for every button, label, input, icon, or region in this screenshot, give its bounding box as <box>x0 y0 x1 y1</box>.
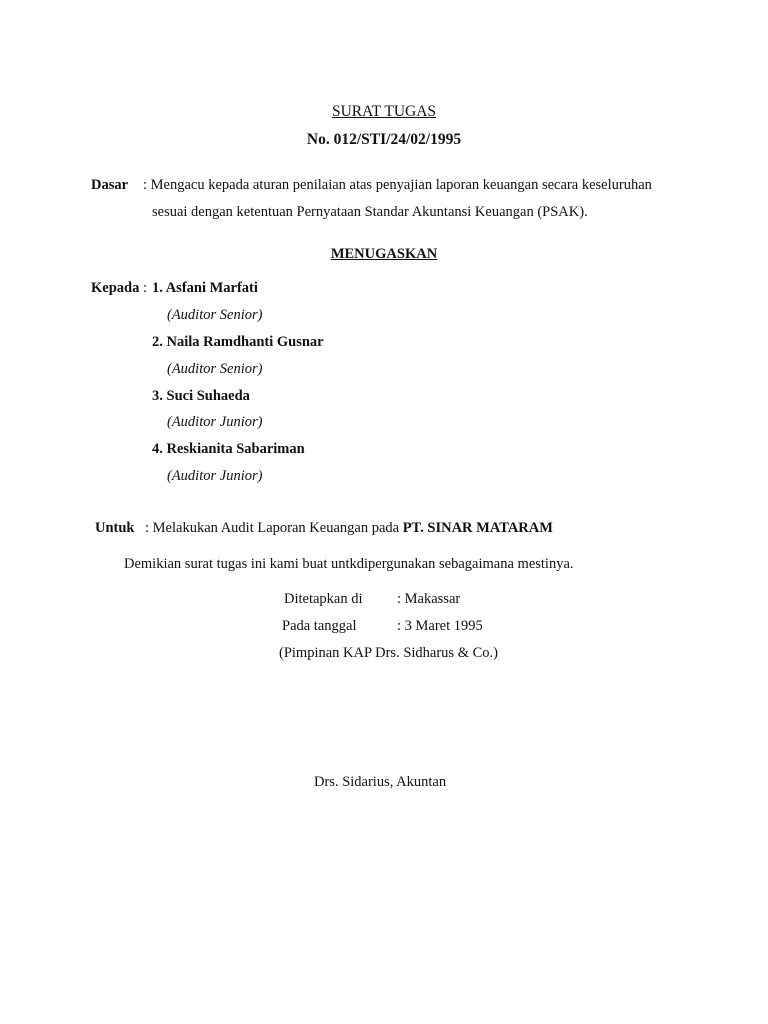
assignee-role: (Auditor Senior) <box>167 361 263 377</box>
company-name: PT. SINAR MATARAM <box>402 520 553 536</box>
dasar-text-line1: : Mengacu kepada aturan penilaian atas penyajian laporan keuangan secara keseluruhan <box>143 177 652 193</box>
assignee-name: 2. Naila Ramdhanti Gusnar <box>152 334 324 350</box>
assignee-role: (Auditor Junior) <box>167 468 263 484</box>
place-label: Ditetapkan di <box>284 591 363 607</box>
kepada-separator: : <box>142 280 147 296</box>
assignee-name: 3. Suci Suhaeda <box>152 388 250 404</box>
issuing-office: (Pimpinan KAP Drs. Sidharus & Co.) <box>279 645 498 661</box>
closing-statement: Demikian surat tugas ini kami buat untkdipergunakan sebagaimana mestinya. <box>124 556 574 572</box>
untuk-text <box>145 521 553 536</box>
dasar-text-line2: sesuai dengan ketentuan Pernyataan Standar Akuntansi Keuangan (PSAK). <box>152 204 588 220</box>
kepada-label: Kepada <box>91 280 140 296</box>
document-title: SURAT TUGAS <box>331 103 437 120</box>
date-label: Pada tanggal <box>282 618 357 634</box>
untuk-label: Untuk <box>95 520 135 536</box>
place-value: : Makassar <box>397 591 461 607</box>
assignee-name: 4. Reskianita Sabariman <box>152 441 305 457</box>
kepada-row <box>91 281 147 296</box>
untuk-description: : Melakukan Audit Laporan Keuangan pada <box>145 520 400 536</box>
assignee-name: 1. Asfani Marfati <box>152 280 258 296</box>
assignee-role: (Auditor Senior) <box>167 307 263 323</box>
section-heading: MENUGASKAN <box>330 246 438 262</box>
date-value: : 3 Maret 1995 <box>397 618 483 634</box>
dasar-label: Dasar <box>91 177 129 193</box>
document-number: No. 012/STI/24/02/1995 <box>306 131 462 148</box>
signatory-name: Drs. Sidarius, Akuntan <box>314 774 447 790</box>
assignee-role: (Auditor Junior) <box>167 414 263 430</box>
